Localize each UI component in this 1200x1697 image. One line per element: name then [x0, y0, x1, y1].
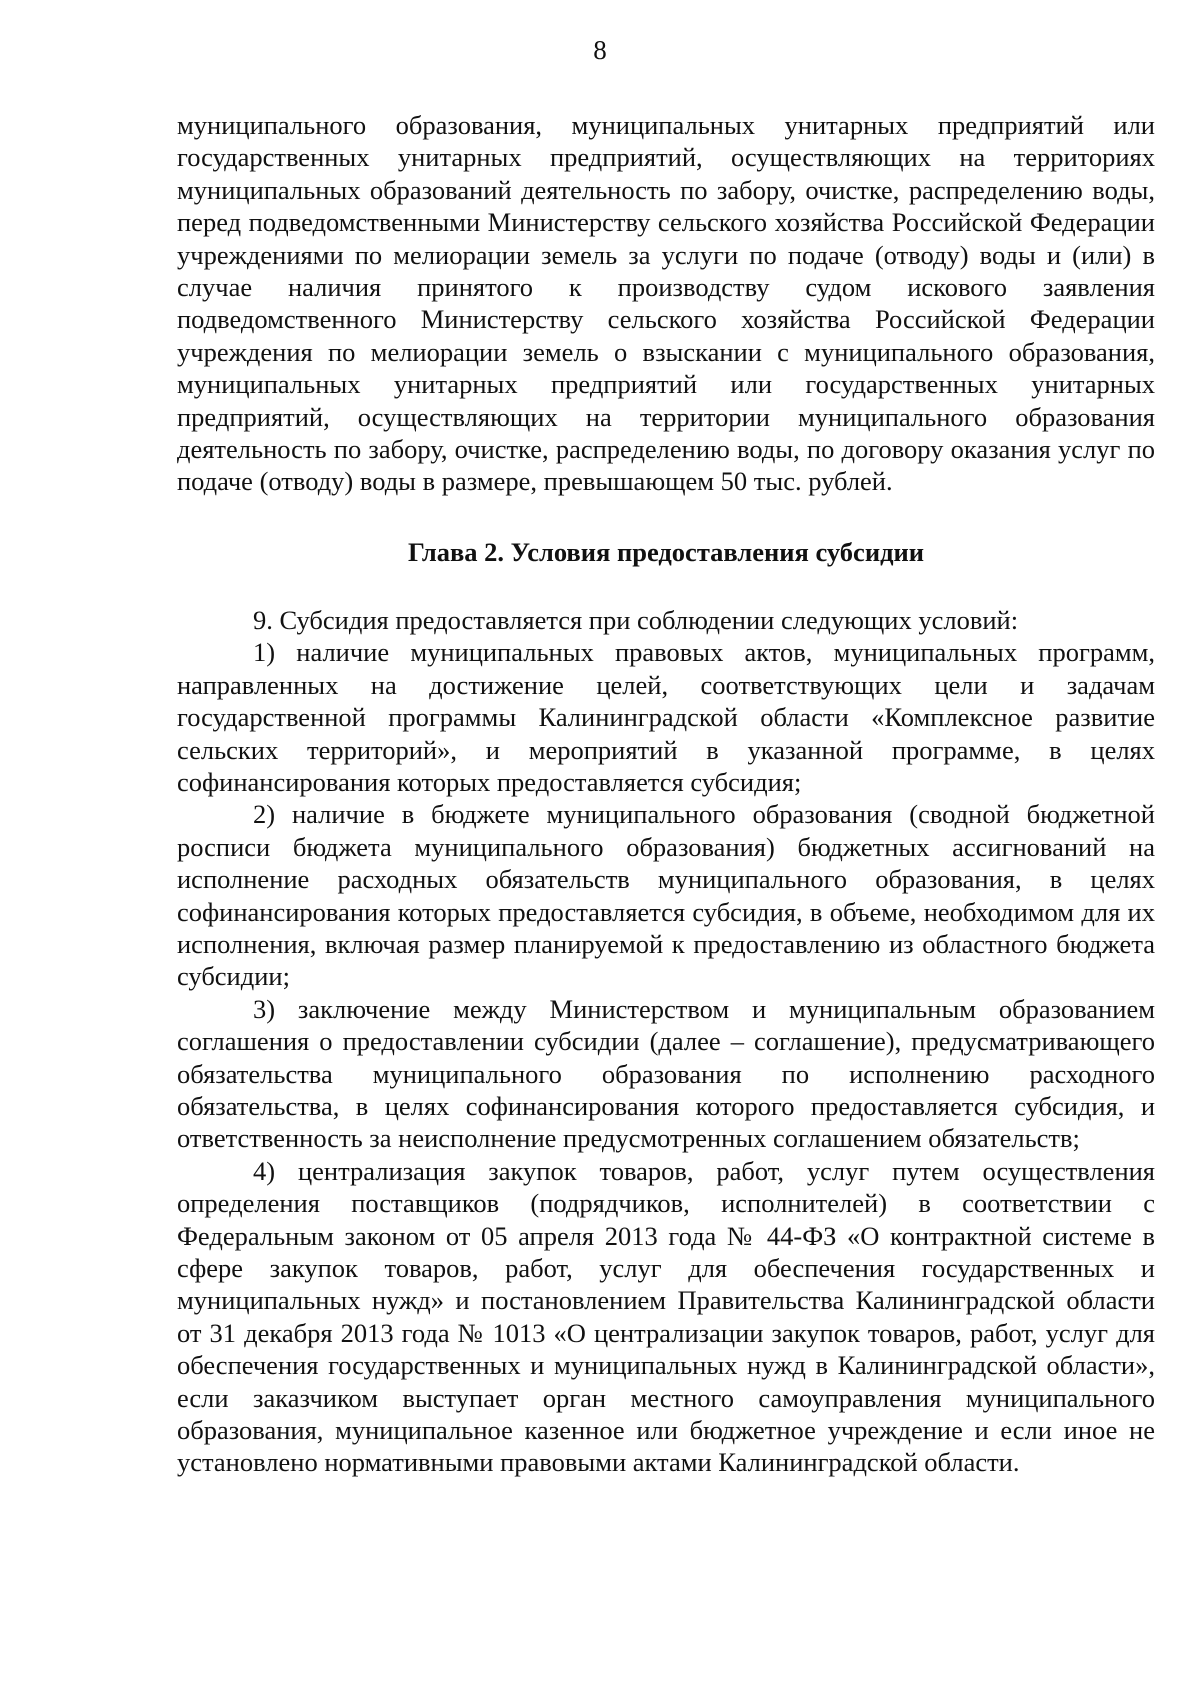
condition-item-3: 3) заключение между Министерством и муниципальным образованием соглашения о предоставлении субсидии (далее – соглашение), предусматривающего обязательства муниципального образования по исполнению расходного обязательства, в целях софинансирования которого предоставляется субсидия, и ответственность за неисполнение предусмотренных соглашением обязательств;: [177, 993, 1155, 1154]
page-number: 8: [593, 35, 607, 65]
condition-item-2: 2) наличие в бюджете муниципального образования (сводной бюджетной росписи бюджета муниципального образования) бюджетных ассигнований на исполнение расходных обязательств муниципального образования, в целях софинансирования которых предоставляется субсидия, в объеме, необходимом для их исполнения, включая размер планируемой к предоставлению из областного бюджета субсидии;: [177, 799, 1155, 992]
clause-9: 9. Субсидия предоставляется при соблюдении следующих условий:: [253, 604, 1019, 635]
intro-paragraph: муниципального образования, муниципальных унитарных предприятий или государственных унитарных предприятий, осуществляющих на территориях муниципальных образований деятельность по забору, очистке, распределению воды, перед подведомственными Министерству сельского хозяйства Российской Федерации учреждениями по мелиорации земель за услуги по подаче (отводу) воды и (или) в случае наличия принятого к производству судом искового заявления подведомственного Министерству сельского хозяйства Российской Федерации учреждения по мелиорации земель о взыскании с муниципального образования, муниципальных унитарных предприятий или государственных унитарных предприятий, осуществляющих на территории муниципального образования деятельность по забору, очистке, распределению воды, по договору оказания услуг по подаче (отводу) воды в размере, превышающем 50 тыс. рублей.: [177, 110, 1155, 497]
chapter-heading: Глава 2. Условия предоставления субсидии: [407, 536, 925, 567]
condition-item-1: 1) наличие муниципальных правовых актов, муниципальных программ, направленных на достижение целей, соответствующих цели и задачам государственной программы Калининградской области «Комплексное развитие сельских территорий», и мероприятий в указанной программе, в целях софинансирования которых предоставляется субсидия;: [177, 637, 1155, 797]
document-body: [177, 109, 1155, 1479]
condition-item-4: 4) централизация закупок товаров, работ, услуг путем осуществления определения поставщиков (подрядчиков, исполнителей) в соответствии с Федеральным законом от 05 апреля 2013 года № 44-ФЗ «О контрактной системе в сфере закупок товаров, работ, услуг для обеспечения государственных и муниципальных нужд» и постановлением Правительства Калининградской области от 31 декабря 2013 года № 1013 «О централизации закупок товаров, работ, услуг для обеспечения государственных и муниципальных нужд в Калининградской области», если заказчиком выступает орган местного самоуправления муниципального образования, муниципальное казенное или бюджетное учреждение и если иное не установлено нормативными правовыми актами Калининградской области.: [177, 1155, 1155, 1478]
